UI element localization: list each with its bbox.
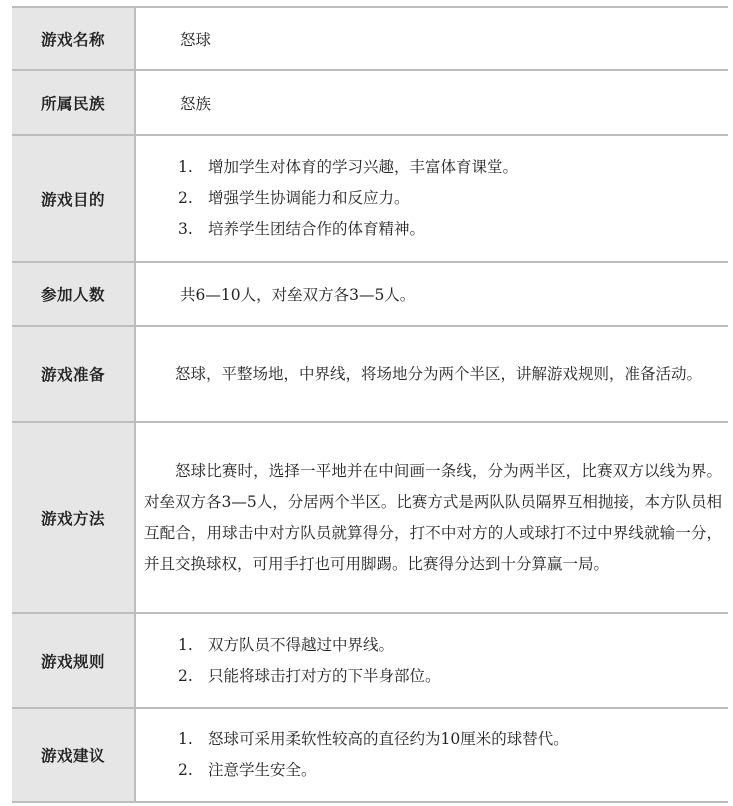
row-label: 游戏建议 bbox=[12, 709, 134, 801]
game-info-table bbox=[12, 6, 728, 803]
row-label: 参加人数 bbox=[12, 263, 134, 325]
list-item: 3. 培养学生团结合作的体育精神。 bbox=[178, 220, 426, 238]
row-label: 游戏名称 bbox=[12, 8, 134, 69]
row-value: 怒族 bbox=[134, 71, 728, 134]
row-game-suggestions bbox=[12, 709, 728, 803]
list-item: 2. 注意学生安全。 bbox=[178, 761, 317, 779]
row-label: 游戏规则 bbox=[12, 614, 134, 707]
row-value bbox=[134, 136, 728, 261]
row-label: 游戏准备 bbox=[12, 327, 134, 421]
row-ethnic-group bbox=[12, 71, 728, 136]
row-game-method bbox=[12, 423, 728, 614]
row-game-name bbox=[12, 8, 728, 71]
list-item: 2. 只能将球击打对方的下半身部位。 bbox=[178, 666, 441, 685]
row-label: 游戏方法 bbox=[12, 423, 134, 612]
list-item: 1. 怒球可采用柔软性较高的直径约为10厘米的球替代。 bbox=[178, 730, 569, 748]
list-item: 1. 双方队员不得越过中界线。 bbox=[178, 635, 395, 654]
row-value: 怒球 bbox=[134, 8, 728, 69]
row-game-purpose bbox=[12, 136, 728, 263]
list-item: 2. 增强学生协调能力和反应力。 bbox=[178, 189, 410, 207]
row-value bbox=[134, 327, 728, 421]
paragraph: 怒球比赛时，选择一平地并在中间画一条线，分为两半区，比赛双方以线为界。对垒双方各3—5人，分居两个半区。比赛方式是两队队员隔界互相抛接，本方队员相互配合，用球击中对方队员就算得分，打不中对方的人或球打不过中界线就输一分，并且交换球权，可用手打也可用脚踢。比赛得分达到十分算赢一局。 bbox=[144, 461, 722, 573]
row-game-preparation bbox=[12, 327, 728, 423]
row-participants bbox=[12, 263, 728, 327]
paragraph: 怒球，平整场地，中界线，将场地分为两个半区，讲解游戏规则，准备活动。 bbox=[175, 364, 703, 383]
row-value bbox=[134, 423, 728, 612]
list-item: 1. 增加学生对体育的学习兴趣，丰富体育课堂。 bbox=[178, 158, 519, 176]
row-label: 游戏目的 bbox=[12, 136, 134, 261]
row-label: 所属民族 bbox=[12, 71, 134, 134]
row-value: 共6—10人，对垒双方各3—5人。 bbox=[134, 263, 728, 325]
row-value bbox=[134, 709, 728, 801]
row-game-rules bbox=[12, 614, 728, 709]
row-value bbox=[134, 614, 728, 707]
